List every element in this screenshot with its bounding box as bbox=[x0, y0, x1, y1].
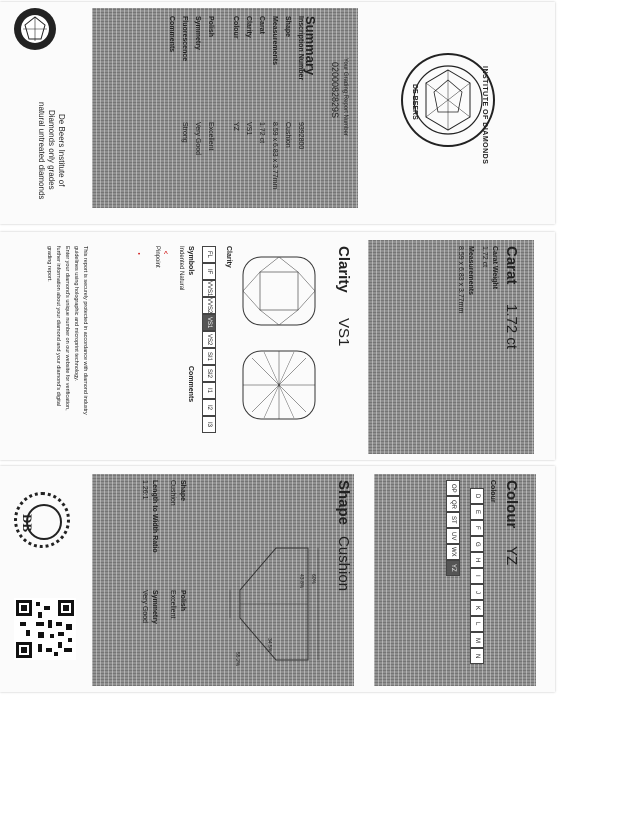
grade-cell: K bbox=[470, 600, 484, 616]
symmetry-label: Symmetry bbox=[151, 590, 158, 624]
summary-row-value: Cushion bbox=[284, 122, 291, 148]
summary-panel bbox=[0, 2, 555, 224]
grade-cell: QR bbox=[446, 496, 460, 512]
clarity-footer-line: grading report. bbox=[46, 246, 52, 282]
grade-cell: H bbox=[470, 552, 484, 568]
summary-row-label: Clarity bbox=[245, 16, 252, 38]
summary-row-label: Measurements bbox=[271, 16, 278, 66]
grade-cell: I1 bbox=[202, 382, 216, 399]
clarity-value: VS1 bbox=[335, 318, 352, 347]
shape-label: Shape bbox=[179, 480, 186, 502]
comments-label: Comments bbox=[187, 366, 194, 403]
clarity-footer-line: This report is securely protected in accordance with diamond industry bbox=[82, 246, 88, 415]
seal-small-icon bbox=[12, 6, 58, 52]
grade-cell: N bbox=[470, 648, 484, 664]
carat-measure-label: Measurements bbox=[467, 246, 474, 296]
clarity-pavilion-diagram bbox=[240, 348, 318, 422]
carat-measure-value: 8.59 x 6.83 x 3.77mm bbox=[457, 246, 464, 314]
pinpoint-label: Pinpoint bbox=[154, 246, 160, 268]
grade-cell: I2 bbox=[202, 399, 216, 416]
symbols-label: Symbols bbox=[187, 246, 194, 276]
grade-cell: FL bbox=[202, 246, 216, 263]
polish-value: Excellent bbox=[169, 590, 176, 619]
shape-panel bbox=[0, 466, 555, 692]
clarity-footer-line: further information about your diamond and your diamond's digital bbox=[55, 246, 61, 407]
grade-cell: VVS2 bbox=[202, 297, 216, 314]
summary-note-1: De Beers Institute of bbox=[57, 114, 66, 187]
carat-title: Carat bbox=[503, 246, 520, 285]
summary-row-value: YZ bbox=[232, 122, 239, 131]
grade-cell: WX bbox=[446, 544, 460, 560]
clarity-panel bbox=[0, 232, 555, 460]
clarity-footer-line: guidelines using holographic and microprint technology. bbox=[73, 246, 79, 382]
clarity-footer-line: Enter your diamond's unique number on our website for verification, bbox=[64, 246, 70, 411]
summary-note-2: Diamonds only grades bbox=[47, 110, 56, 190]
summary-row-value: Excellent bbox=[207, 122, 214, 151]
grade-cell: ST bbox=[446, 512, 460, 528]
grade-cell: VS1 bbox=[202, 314, 216, 331]
clarity-title: Clarity bbox=[335, 246, 352, 293]
grade-cell: G bbox=[470, 536, 484, 552]
carat-value: 1.72 ct bbox=[503, 304, 520, 350]
summary-row-label: Comments bbox=[168, 16, 175, 53]
clarity-crown-diagram bbox=[240, 254, 318, 328]
ratio-value: 1.26:1 bbox=[141, 480, 148, 500]
summary-row-label: Inscription Number bbox=[297, 16, 304, 81]
colour-value: YZ bbox=[503, 546, 520, 566]
db-badge-text: DB bbox=[19, 514, 35, 533]
summary-row-label: Shape bbox=[284, 16, 291, 38]
report-number: 0200082829S bbox=[330, 62, 340, 119]
symmetry-value: Very Good bbox=[141, 590, 148, 624]
grade-cell: F bbox=[470, 520, 484, 536]
summary-row-value: 9392800 bbox=[297, 122, 304, 150]
seal-ring-text: INSTITUTE OF DIAMONDS bbox=[481, 66, 488, 165]
summary-row-label: Carat bbox=[258, 16, 265, 34]
summary-row-value: 8.59 x 6.83 x 3.77mm bbox=[271, 122, 278, 190]
seal-brand-text: DE BEERS bbox=[411, 84, 418, 120]
grade-cell: L bbox=[470, 616, 484, 632]
ratio-label: Length to Width Ratio bbox=[151, 480, 158, 553]
clarity-scale bbox=[202, 246, 216, 442]
colour-scale bbox=[470, 488, 484, 672]
grade-cell: SI1 bbox=[202, 348, 216, 365]
grade-cell: VVS1 bbox=[202, 280, 216, 297]
db-badge-icon bbox=[14, 492, 70, 548]
symbol-item: Indented Natural bbox=[178, 246, 184, 291]
summary-row-value: VS1 bbox=[245, 122, 252, 136]
dim-depth: 43.8% bbox=[298, 574, 304, 589]
grade-cell: UV bbox=[446, 528, 460, 544]
qr-code-icon bbox=[14, 598, 76, 660]
shape-value: Cushion bbox=[335, 536, 352, 592]
grade-cell: SI2 bbox=[202, 365, 216, 382]
summary-row-label: Colour bbox=[232, 16, 239, 39]
clarity-scale-label: Clarity bbox=[225, 246, 232, 268]
shape-profile-diagram bbox=[218, 542, 330, 668]
grade-cell: IF bbox=[202, 263, 216, 280]
colour-scale-secondary bbox=[446, 480, 460, 580]
dim-table: 60% bbox=[310, 574, 316, 585]
db-badge-inner bbox=[19, 504, 62, 540]
shape-title: Shape bbox=[335, 480, 352, 526]
grade-cell: I3 bbox=[202, 416, 216, 433]
grading-label: Your Grading Report Number bbox=[342, 58, 348, 136]
summary-row-value: Very Good bbox=[194, 122, 201, 156]
carat-weight-label: Carat Weight bbox=[491, 246, 498, 290]
summary-row-value: Strong bbox=[181, 122, 188, 143]
carat-weight-value: 1.72 ct bbox=[481, 246, 488, 268]
indented-natural-icon: ^ bbox=[164, 250, 168, 259]
grade-cell: M bbox=[470, 632, 484, 648]
pinpoint-icon: • bbox=[138, 252, 141, 258]
summary-row-label: Polish bbox=[207, 16, 214, 38]
summary-guilloche bbox=[92, 8, 358, 208]
summary-row-value: 1.72 ct bbox=[258, 122, 265, 144]
grade-cell: OP bbox=[446, 480, 460, 496]
summary-title: Summary bbox=[303, 16, 318, 76]
colour-scale-label: Colour bbox=[489, 480, 496, 503]
grade-cell: J bbox=[470, 584, 484, 600]
polish-label: Polish bbox=[179, 590, 186, 612]
summary-row-label: Fluorescence bbox=[181, 16, 188, 62]
grade-cell: YZ bbox=[446, 560, 460, 576]
grade-cell: I bbox=[470, 568, 484, 584]
grade-cell: VS2 bbox=[202, 331, 216, 348]
summary-note-3: natural untreated diamonds bbox=[37, 102, 46, 200]
shape-cut-value: Cushion bbox=[169, 480, 176, 506]
dim-crown: 34.5% bbox=[266, 638, 272, 653]
grade-cell: E bbox=[470, 504, 484, 520]
summary-row-label: Symmetry bbox=[194, 16, 201, 50]
colour-title: Colour bbox=[503, 480, 520, 529]
grade-cell: D bbox=[470, 488, 484, 504]
dim-pav: 55.2% bbox=[234, 652, 240, 667]
